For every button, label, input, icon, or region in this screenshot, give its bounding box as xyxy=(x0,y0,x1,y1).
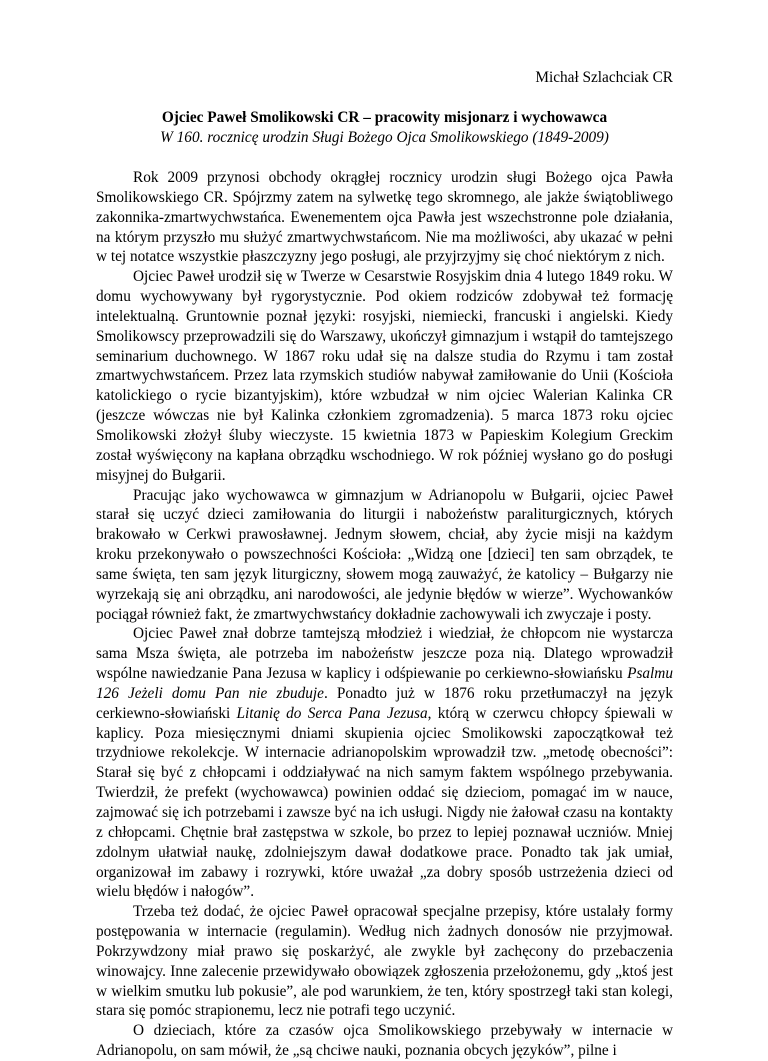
paragraph-2: Ojciec Paweł urodził się w Twerze w Cesarstwie Rosyjskim dnia 4 lutego 1849 roku. W domu wychowywany był rygorystycznie. Pod okiem rodziców zdobywał też formację intelektualną. Gruntownie poznał języki: rosyjski, niemiecki, francuski i angielski. Kiedy Smolikowscy przeprowadzili się do Warszawy, ukończył gimnazjum i wstąpił do tamtejszego seminarium duchownego. W 1867 roku udał się na dalsze studia do Rzymu i tam został zmartwychwstańcem. Przez lata rzymskich studiów nabywał zamiłowanie do Unii (Kościoła katolickiego o rycie bizantyjskim), które wzbudzał w nim ojciec Walerian Kalinka CR (jeszcze wówczas nie był Kalinka członkiem zgromadzenia). 5 marca 1873 roku ojciec Smolikowski złożył śluby wieczyste. 15 kwietnia 1873 w Papieskim Kolegium Greckim został wyświęcony na kapłana obrządku wschodniego. W rok później wysłano go do posługi misyjnej do Bułgarii. xyxy=(96,268,673,484)
litany-title: Litanię do Serca Pana Jezusa xyxy=(236,704,428,722)
author-line: Michał Szlachciak CR xyxy=(535,69,673,86)
paragraph-1: Rok 2009 przynosi obchody okrągłej rocznicy urodzin sługi Bożego ojca Pawła Smolikowskiego CR. Spójrzmy zatem na sylwetkę tego skromnego, ale jakże świątobliwego zakonnika-zmartwychwstańca. Ewenementem ojca Pawła jest wszechstronne pole działania, na którym przyszło mu służyć zmartwychwstańcom. Nie ma możliwości, aby ukazać w pełni w tej notatce wszystkie płaszczyzny jego posługi, ale przyjrzyjmy się choć niektórym z nich. xyxy=(96,169,673,266)
paragraph-4 xyxy=(96,624,673,902)
psalm-title: Psalmu 126 Jeżeli domu Pan nie zbuduje xyxy=(96,665,673,702)
paragraph-5: Trzeba też dodać, że ojciec Paweł opracował specjalne przepisy, które ustalały formy postępowania w internacie (regulamin). Według nich żadnych donosów nie przyjmował. Pokrzywdzony miał prawo się poskarżyć, ale zwykle był zachęcony do przebaczenia winowajcy. Inne zalecenie przewidywało obowiązek zgłoszenia przełożonemu, gdy „ktoś jest w wielkim smutku lub pokusie”, ale pod warunkiem, że ten, który spostrzegł taki stan kolegi, stara się pomóc strapionemu, lecz nie potrafi tego uczynić. xyxy=(96,903,673,1020)
paragraph-4-text-c: , którą w czerwcu chłopcy śpiewali w kaplicy. Poza miesięcznymi dniami skupienia ojciec Smolikowski zapoczątkował też trzydniowe rekolekcje. W internacie adrianopolskim wprowadził tzw. „metodę obecności”: Starał się być z chłopcami i oddziaływać na nich samym faktem wspólnego przebywania. Twierdził, że prefekt (wychowawca) powinien oddać się dzieciom, pomagać im w nauce, zajmować się ich potrzebami i zawsze być na ich usługi. Nigdy nie żałował czasu na kontakty z chłopcami. Chętnie brał zastępstwa w szkole, bo przez to lepiej poznawał uczniów. Mniej zdolnym ułatwiał naukę, zdolniejszym dawał dodatkowe prace. Ponadto tak jak umiał, organizował im zabawy i rozrywki, które uważał „za dobry sposób ustrzeżenia dzieci od wielu błędów i nałogów”. xyxy=(96,704,673,901)
paragraph-4-text-b: . Ponadto już w 1876 roku przetłumaczył na język cerkiewno-słowiański xyxy=(96,684,673,722)
article-subtitle: W 160. rocznicę urodzin Sługi Bożego Ojca Smolikowskiego (1849-2009) xyxy=(160,129,609,146)
document-page xyxy=(96,68,673,1061)
paragraph-4-text-a: Ojciec Paweł znał dobrze tamtejszą młodzież i wiedział, że chłopcom nie wystarcza sama Msza święta, ale potrzeba im nabożeństw jeszcze poza nią. Dlatego wprowadził wspólne nawiedzanie Pana Jezusa w kaplicy i odśpiewanie po cerkiewno-słowiańsku xyxy=(96,625,673,683)
paragraph-3: Pracując jako wychowawca w gimnazjum w Adrianopolu w Bułgarii, ojciec Paweł starał się uczyć dzieci zamiłowania do liturgii i nabożeństw paraliturgicznych, których brakowało w Cerkwi prawosławnej. Jednym słowem, chciał, aby życie misji na każdym kroku przekonywało o powszechności Kościoła: „Widzą one [dzieci] ten sam obrządek, te same święta, ten sam język liturgiczny, słowem mogą zauważyć, że katolicy – Bułgarzy nie wyrzekają się ani obrządku, ani narodowości, ale jedynie błędów w wierze”. Wychowanków pociągał również fakt, że zmartwychwstańcy dokładnie zachowywali ich zwyczaje i posty. xyxy=(96,486,673,623)
article-title: Ojciec Paweł Smolikowski CR – pracowity misjonarz i wychowawca xyxy=(161,109,608,126)
paragraph-6: O dzieciach, które za czasów ojca Smolikowskiego przebywały w internacie w Adrianopolu, on sam mówił, że „są chciwe nauki, poznania obcych języków”, pilne i xyxy=(96,1022,673,1060)
